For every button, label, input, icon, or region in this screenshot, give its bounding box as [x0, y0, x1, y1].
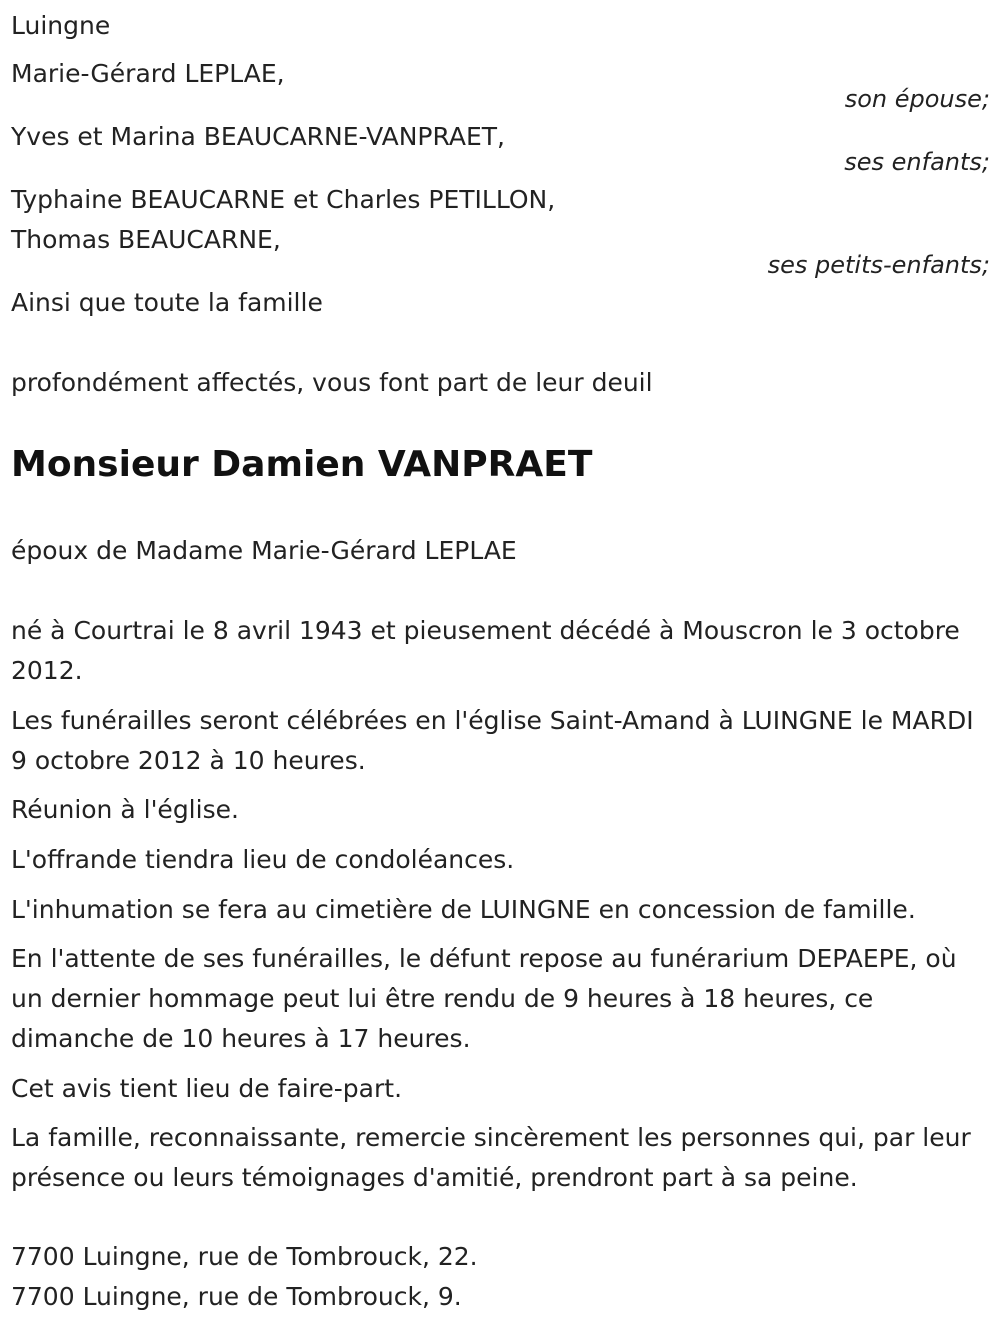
grandchildren-line-1: Typhaine BEAUCARNE et Charles PETILLON,: [11, 185, 556, 214]
children-names: Yves et Marina BEAUCARNE-VANPRAET,: [11, 122, 505, 151]
spouse-role: son épouse;: [844, 85, 990, 113]
extended-family: Ainsi que toute la famille: [11, 288, 323, 317]
deceased-name: Monsieur Damien VANPRAET: [11, 444, 593, 485]
burial-paragraph: L'inhumation se fera au cimetière de LUINGNE en concession de famille.: [11, 895, 916, 924]
notice-paragraph: Cet avis tient lieu de faire-part.: [11, 1074, 403, 1103]
thanks-paragraph: La famille, reconnaissante, remercie sincèrement les personnes qui, par leur présence ou leurs témoignages d'amitié, prendront part à sa peine.: [11, 1123, 971, 1192]
grandchildren-role: ses petits-enfants;: [767, 251, 990, 279]
place-name: Luingne: [11, 11, 111, 40]
spouse-name: Marie-Gérard LEPLAE,: [11, 59, 285, 88]
children-role: ses enfants;: [844, 148, 990, 176]
announcement-text: profondément affectés, vous font part de leur deuil: [11, 368, 653, 397]
birth-death-paragraph: né à Courtrai le 8 avril 1943 et pieusement décédé à Mouscron le 3 octobre 2012.: [11, 616, 960, 685]
offering-paragraph: L'offrande tiendra lieu de condoléances.: [11, 845, 515, 874]
funeral-paragraph: Les funérailles seront célébrées en l'église Saint-Amand à LUINGNE le MARDI 9 octobre 2012 à 10 heures.: [11, 706, 974, 775]
spouse-of-text: époux de Madame Marie-Gérard LEPLAE: [11, 536, 517, 565]
funerarium-paragraph: En l'attente de ses funérailles, le défunt repose au funérarium DEPAEPE, où un dernier hommage peut lui être rendu de 9 heures à 18 heures, ce dimanche de 10 heures à 17 heures.: [11, 944, 957, 1053]
address-line-1: 7700 Luingne, rue de Tombrouck, 22.: [11, 1242, 478, 1271]
meeting-paragraph: Réunion à l'église.: [11, 795, 239, 824]
address-line-2: 7700 Luingne, rue de Tombrouck, 9.: [11, 1282, 462, 1311]
grandchildren-line-2: Thomas BEAUCARNE,: [11, 225, 281, 254]
